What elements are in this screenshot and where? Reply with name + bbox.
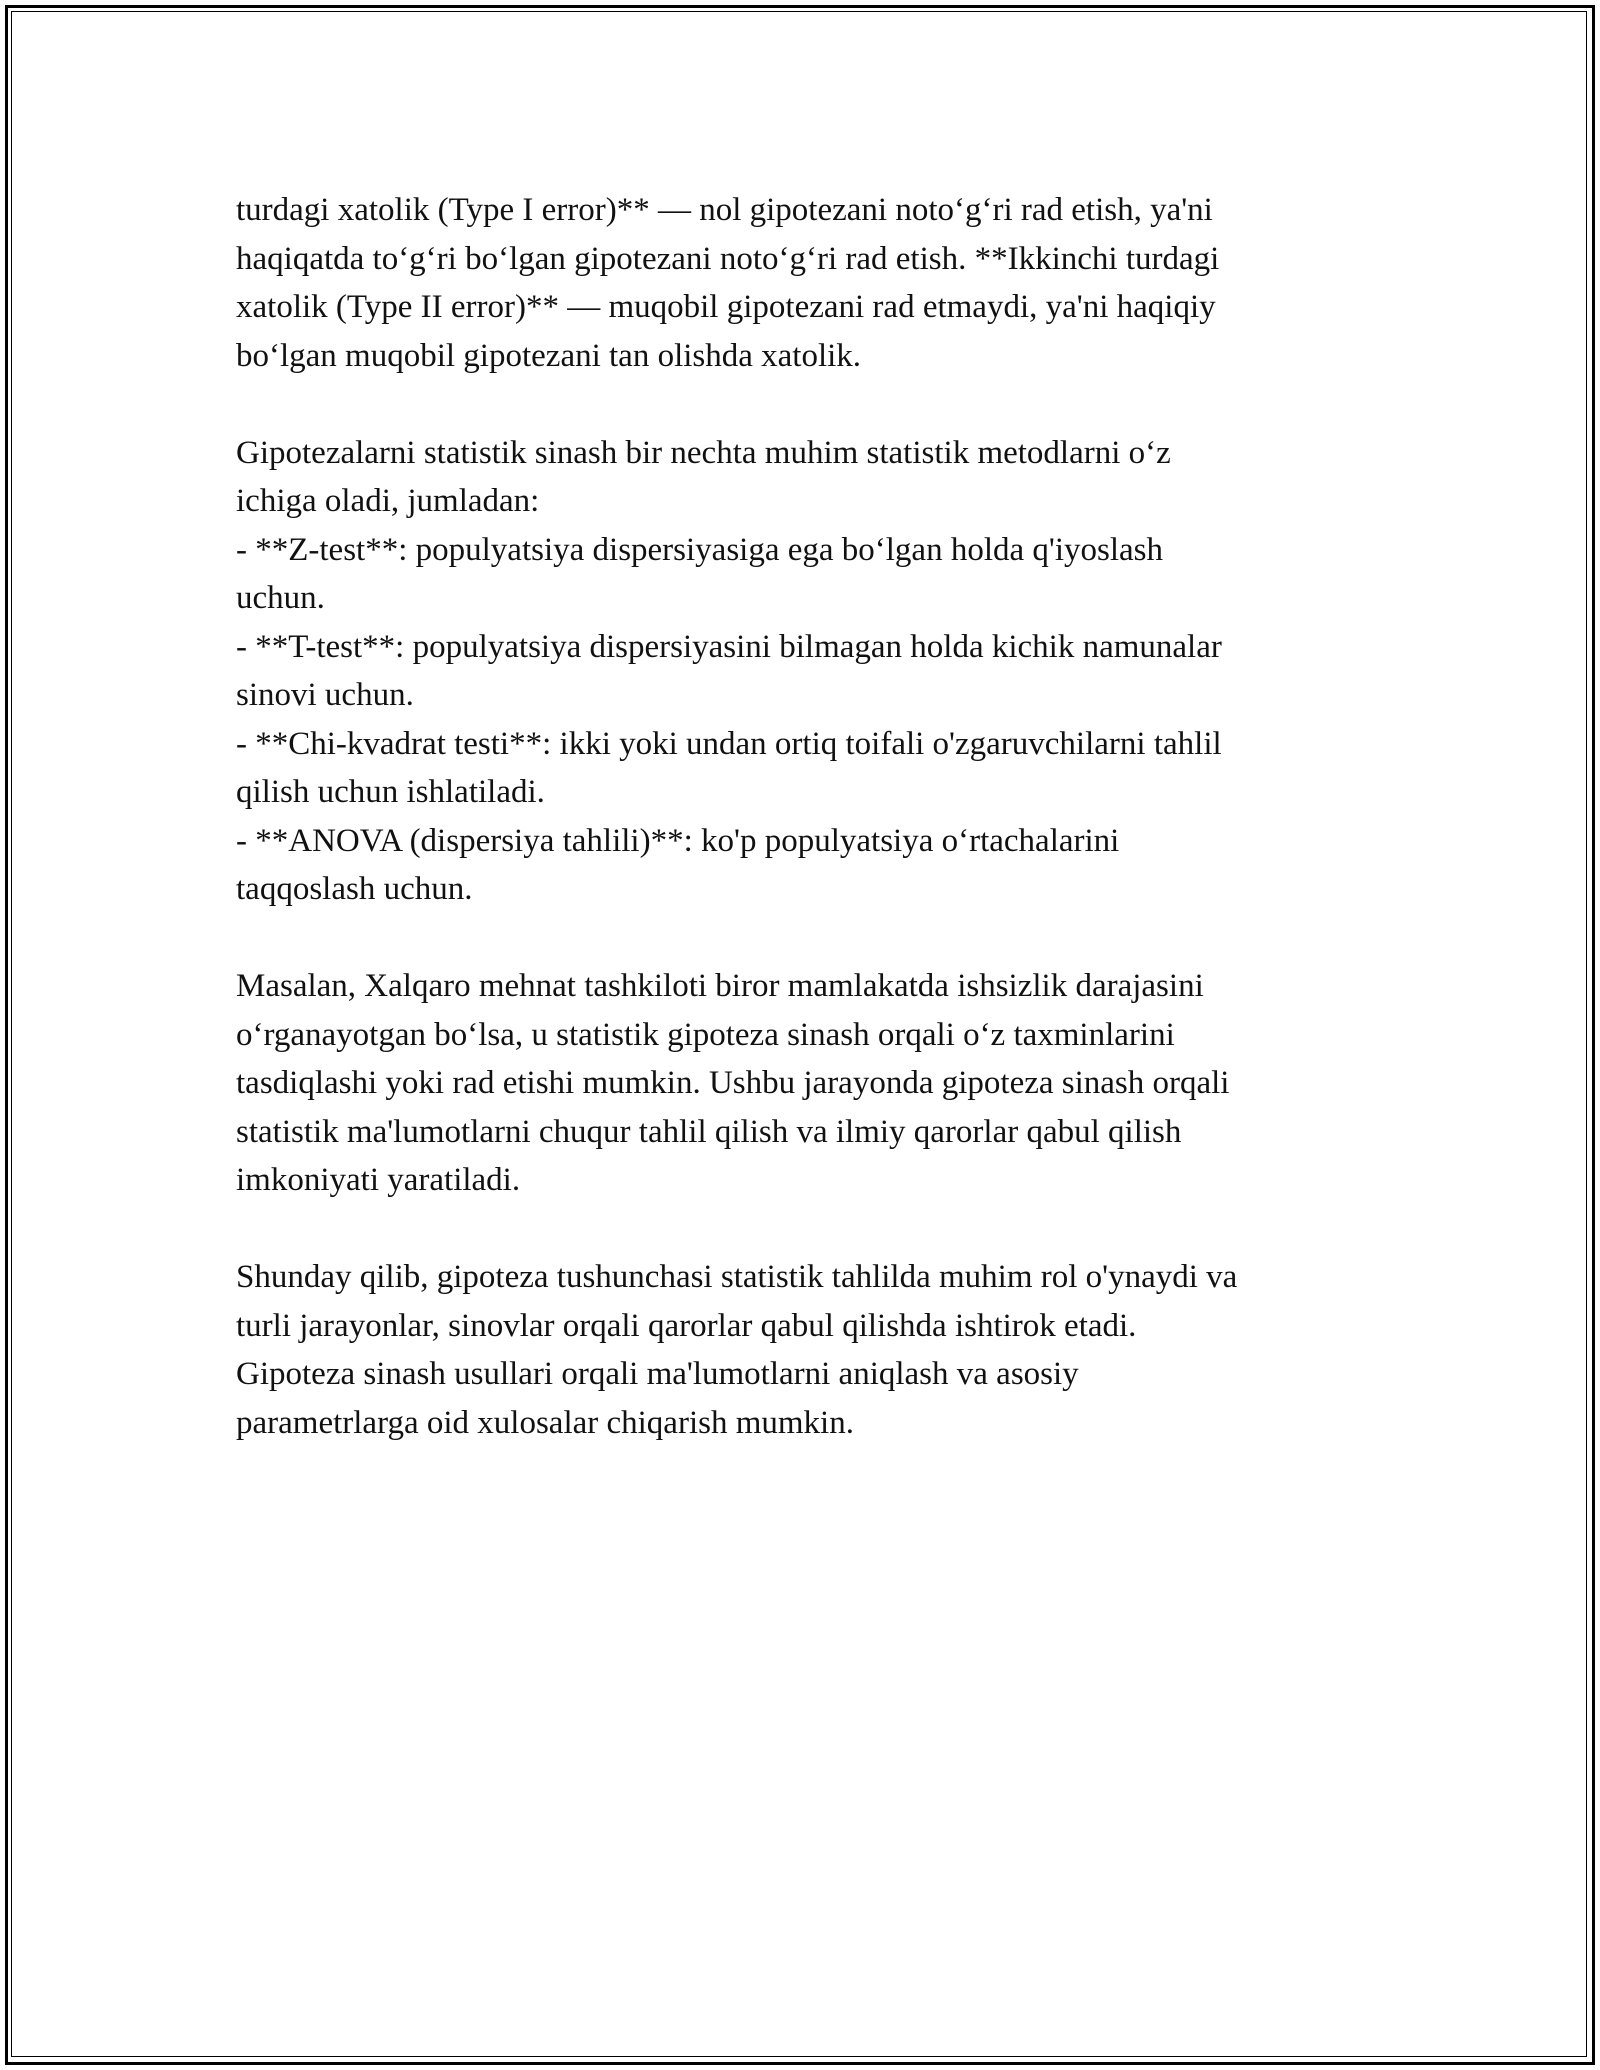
text-line: haqiqatda to‘g‘ri bo‘lgan gipotezani noto‘g‘ri rad etish. **Ikkinchi turdagi — [236, 240, 1220, 277]
paragraph-conclusion — [236, 1253, 1366, 1447]
text-line: Shunday qilib, gipoteza tushunchasi statistik tahlilda muhim rol o'ynaydi va — [236, 1259, 1238, 1295]
paragraph-gap — [236, 1205, 1366, 1254]
text-line: bo‘lgan muqobil gipotezani tan olishda xatolik. — [236, 337, 862, 374]
paragraph-gap — [236, 380, 1366, 429]
text-line: parametrlarga oid xulosalar chiqarish mumkin. — [236, 1404, 854, 1441]
text-line: o‘rganayotgan bo‘lsa, u statistik gipoteza sinash orqali o‘z taxminlarini — [236, 1016, 1175, 1053]
text-line: Masalan, Xalqaro mehnat tashkiloti biror mamlakatda ishsizlik darajasini — [236, 968, 1204, 1004]
text-line: ichiga oladi, jumladan: — [236, 483, 540, 519]
text-line: uchun. — [236, 580, 325, 616]
text-line: sinovi uchun. — [236, 677, 414, 713]
text-line: qilish uchun ishlatiladi. — [236, 774, 545, 810]
text-line: statistik ma'lumotlarni chuqur tahlil qilish va ilmiy qarorlar qabul qilish — [236, 1113, 1182, 1150]
text-line: Gipotezalarni statistik sinash bir nechta muhim statistik metodlarni o‘z — [236, 434, 1171, 471]
paragraph-test-methods — [236, 429, 1366, 914]
list-item-anova: - **ANOVA (dispersiya tahlili)**: ko'p populyatsiya o‘rtachalarini — [236, 822, 1120, 859]
text-line: turli jarayonlar, sinovlar orqali qarorlar qabul qilishda ishtirok etadi. — [236, 1307, 1137, 1344]
paragraph-gap — [236, 914, 1366, 963]
list-item-z-test: - **Z-test**: populyatsiya dispersiyasiga ega bo‘lgan holda q'iyoslash — [236, 531, 1164, 568]
text-line: Gipoteza sinash usullari orqali ma'lumotlarni aniqlash va asosiy — [236, 1356, 1079, 1392]
list-item-chi-square: - **Chi-kvadrat testi**: ikki yoki undan ortiq toifali o'zgaruvchilarni tahlil — [236, 725, 1222, 762]
text-line: taqqoslash uchun. — [236, 871, 473, 907]
text-line: xatolik (Type II error)** — muqobil gipotezani rad etmaydi, ya'ni haqiqiy — [236, 289, 1216, 325]
list-item-t-test: - **T-test**: populyatsiya dispersiyasini bilmagan holda kichik namunalar — [236, 628, 1222, 665]
paragraph-type-errors — [236, 186, 1366, 380]
text-line: turdagi xatolik (Type I error)** — nol gipotezani noto‘g‘ri rad etish, ya'ni — [236, 192, 1213, 228]
text-line: imkoniyati yaratiladi. — [236, 1162, 521, 1198]
text-line: tasdiqlashi yoki rad etishi mumkin. Ushbu jarayonda gipoteza sinash orqali — [236, 1065, 1230, 1101]
document-body — [236, 186, 1366, 1447]
paragraph-example — [236, 962, 1366, 1205]
